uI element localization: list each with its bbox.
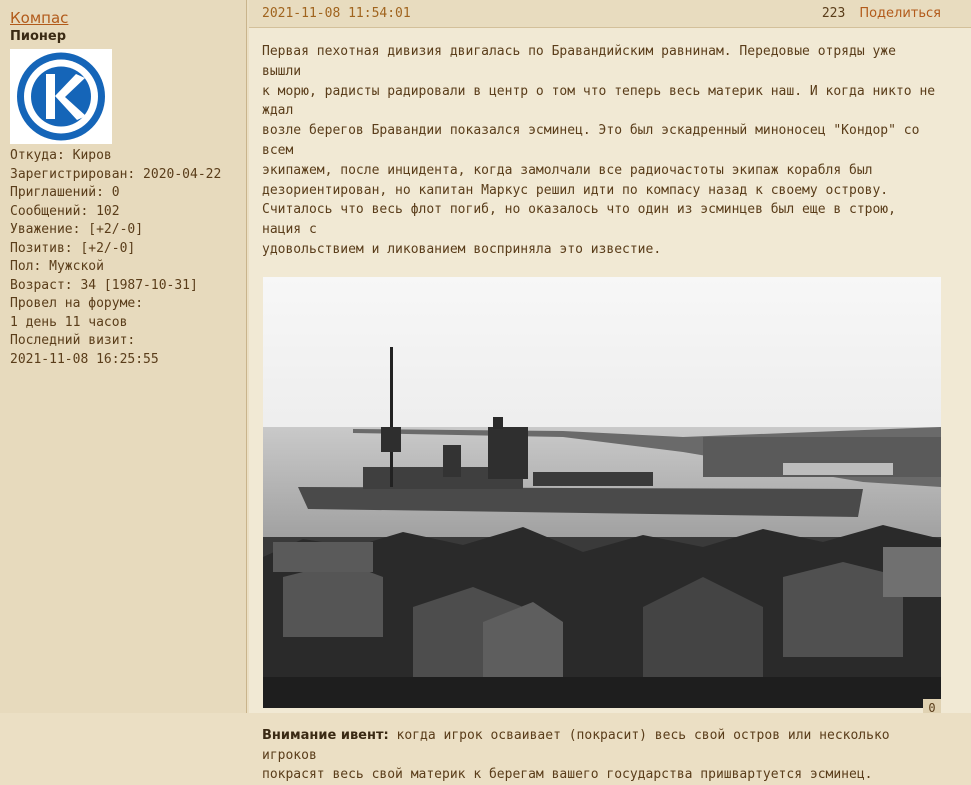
info-invites: Приглашений: 0 [10, 185, 120, 200]
post-text-line: Первая пехотная дивизия двигалась по Бравандийским равнинам. Передовые отряды уже вышли [262, 44, 896, 79]
info-time-label: Провел на форуме: [10, 296, 144, 311]
post-body [249, 28, 971, 785]
info-time-value: 1 день 11 часов [10, 314, 128, 330]
post-text-line: экипажем, после инцидента, когда замолчали все радиочастоты экипаж корабля был [262, 162, 873, 178]
post-photo[interactable] [263, 277, 941, 708]
avatar [10, 49, 112, 144]
notice-label: Внимание ивент: [262, 727, 389, 743]
post [249, 0, 971, 783]
post-text-line: Считалось что весь флот погиб, но оказалось что один из эсминцев был еще в строю, нация с [262, 202, 896, 238]
info-last-visit-value: 2021-11-08 16:25:55 [10, 351, 159, 367]
post-number: 223 [821, 6, 846, 21]
post-text-line: удовольствием и ликованием восприняла это известие. [262, 241, 662, 257]
info-positive: Позитив: [+2/-0] [10, 240, 136, 256]
info-messages: Сообщений: 102 [10, 203, 120, 219]
post-text-line: к морю, радисты радировали в центр о том что теперь весь материк наш. И когда никто не ждал [262, 83, 936, 119]
notice-text: когда игрок осваивает (покрасит) весь свой остров или несколько игроков [262, 727, 890, 763]
info-gender: Пол: Мужской [10, 259, 104, 274]
author-rank: Пионер [10, 29, 67, 44]
event-notice [262, 726, 941, 785]
notice-line [262, 726, 941, 766]
info-location: Откуда: Киров [10, 148, 112, 163]
post-text-line: дезориентирован, но капитан Маркус решил идти по компасу назад к своему острову. [262, 182, 889, 198]
post-header [249, 0, 971, 28]
post-timestamp[interactable]: 2021-11-08 11:54:01 [262, 6, 411, 21]
info-last-visit-label: Последний визит: [10, 333, 136, 348]
author-info [10, 147, 246, 369]
info-respect: Уважение: [+2/-0] [10, 222, 144, 237]
post-text-line: возле берегов Бравандии показался эсминец. Это был эскадренный миноносец "Кондор" со всем [262, 123, 920, 158]
author-name-link[interactable]: Компас [10, 9, 69, 27]
info-age: Возраст: 34 [1987-10-31] [10, 277, 198, 293]
author-sidebar [0, 0, 247, 713]
notice-line: покрасят весь свой материк к берегам вашего государства пришвартуется эсминец. [262, 767, 873, 783]
info-registered: Зарегистрирован: 2020-04-22 [10, 166, 222, 182]
share-link[interactable]: Поделиться [859, 6, 941, 21]
bottom-tab[interactable]: 0 [923, 699, 941, 713]
